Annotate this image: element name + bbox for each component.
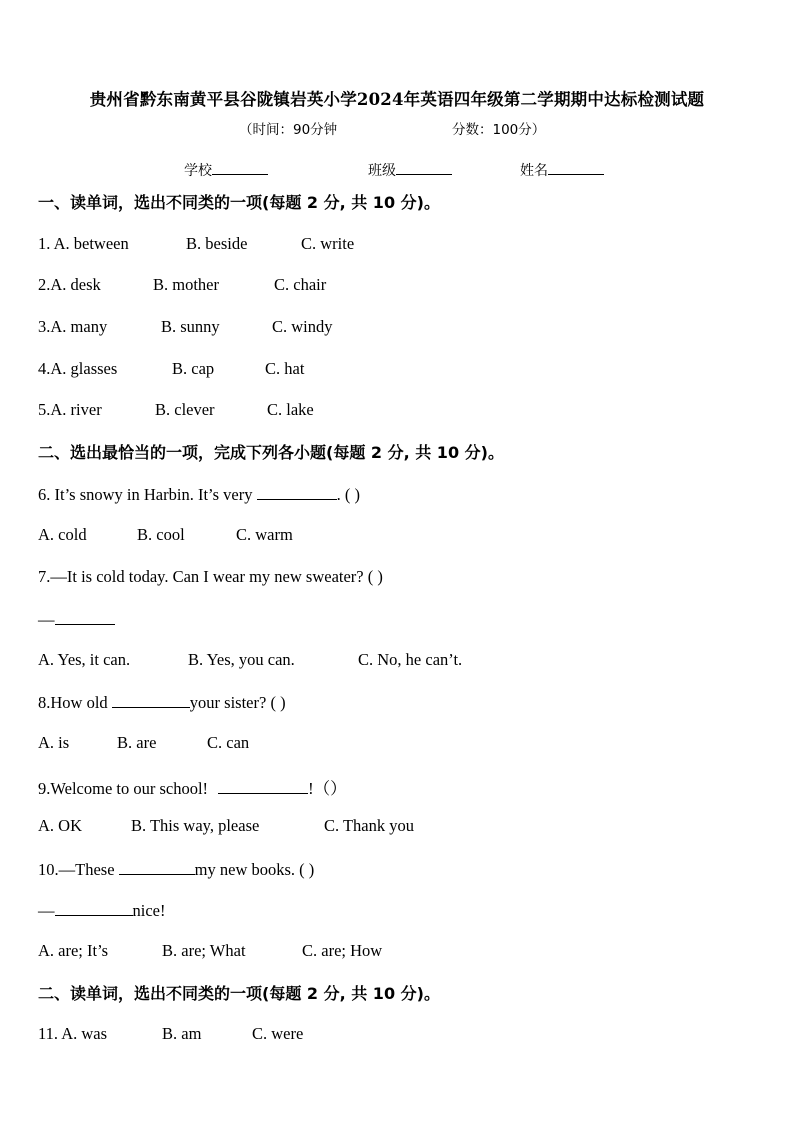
q7-option-c: C. No, he can’t. [358, 650, 463, 669]
q11-option-a: 11. A. was [38, 1024, 108, 1043]
q10-stem-end: my new books. ( ) [194, 860, 315, 879]
q11-option-b: B. am [162, 1024, 202, 1043]
q9-option-b: B. This way, please [131, 816, 260, 835]
q6-stem-end: . ( ) [336, 485, 360, 504]
q8-option-c: C. can [207, 733, 250, 752]
q8-stem-start: 8.How old [38, 693, 108, 712]
q9-option-c: C. Thank you [324, 816, 414, 835]
q10-option-c: C. are; How [302, 941, 383, 960]
q6-option-c: C. warm [236, 525, 293, 544]
question-7-stem: 7.—It is cold today. Can I wear my new sweater? ( ) [38, 567, 383, 586]
section-heading-3: 二、读单词，选出不同类的一项(每题 2 分, 共 10 分)。 [38, 984, 440, 1003]
page-title: 贵州省黔东南黄平县谷陇镇岩英小学2024年英语四年级第二学期期中达标检测试题 [89, 90, 705, 109]
section-heading-1: 一、读单词，选出不同类的一项(每题 2 分, 共 10 分)。 [38, 193, 440, 212]
q4-option-b: B. cap [172, 359, 215, 378]
q8-stem-end: your sister? ( ) [189, 693, 286, 712]
section-heading-2: 二、选出最恰当的一项，完成下列各小题(每题 2 分, 共 10 分)。 [38, 443, 504, 462]
q7-option-b: B. Yes, you can. [188, 650, 295, 669]
q3-option-c: C. windy [272, 317, 333, 336]
q11-option-c: C. were [252, 1024, 304, 1043]
q10-stem-start: 10.—These [38, 860, 115, 879]
question-6-stem [38, 483, 360, 505]
q10-reply-end: nice! [132, 901, 166, 920]
q8-option-b: B. are [117, 733, 157, 752]
q6-stem-start: 6. It’s snowy in Harbin. It’s very [38, 485, 253, 504]
q7-answer-blank[interactable] [55, 608, 115, 625]
name-blank[interactable] [548, 160, 604, 175]
q10-answer-blank-1[interactable] [119, 858, 195, 875]
class-label: 班级 [368, 163, 396, 179]
q5-option-a: 5.A. river [38, 400, 102, 419]
question-7-reply [38, 608, 115, 630]
q7-reply-dash: — [38, 610, 55, 629]
q9-stem-start: 9.Welcome to our school! [38, 779, 209, 798]
q3-option-a: 3.A. many [38, 317, 108, 336]
q7-option-a: A. Yes, it can. [38, 650, 131, 669]
q6-answer-blank[interactable] [257, 483, 337, 500]
q3-option-b: B. sunny [161, 317, 220, 336]
question-8-stem [38, 691, 286, 713]
q8-option-a: A. is [38, 733, 70, 752]
question-10-stem [38, 858, 314, 880]
question-9-stem [38, 775, 347, 799]
q9-answer-blank[interactable] [218, 777, 308, 794]
q4-option-c: C. hat [265, 359, 305, 378]
q10-option-b: B. are; What [162, 941, 246, 960]
q6-option-b: B. cool [137, 525, 185, 544]
q10-answer-blank-2[interactable] [55, 899, 133, 916]
q8-answer-blank[interactable] [112, 691, 190, 708]
q2-option-b: B. mother [153, 275, 219, 294]
exam-score: 分数：100分） [452, 122, 546, 138]
class-field [368, 160, 452, 180]
q9-option-a: A. OK [38, 816, 82, 835]
q2-option-c: C. chair [274, 275, 327, 294]
school-label: 学校 [184, 163, 212, 179]
exam-time: （时间：90分钟 [239, 122, 338, 138]
class-blank[interactable] [396, 160, 452, 175]
q2-option-a: 2.A. desk [38, 275, 101, 294]
q4-option-a: 4.A. glasses [38, 359, 118, 378]
q1-option-b: B. beside [186, 234, 248, 253]
q10-reply-dash: — [38, 901, 55, 920]
q1-option-a: 1. A. between [38, 234, 129, 253]
q5-option-b: B. clever [155, 400, 215, 419]
q9-stem-end: !（） [308, 779, 347, 798]
q10-option-a: A. are; It’s [38, 941, 109, 960]
name-label: 姓名 [520, 163, 548, 179]
school-blank[interactable] [212, 160, 268, 175]
q6-option-a: A. cold [38, 525, 87, 544]
q1-option-c: C. write [301, 234, 355, 253]
name-field [520, 160, 604, 180]
school-field [184, 160, 268, 180]
question-10-reply [38, 899, 165, 921]
q5-option-c: C. lake [267, 400, 314, 419]
